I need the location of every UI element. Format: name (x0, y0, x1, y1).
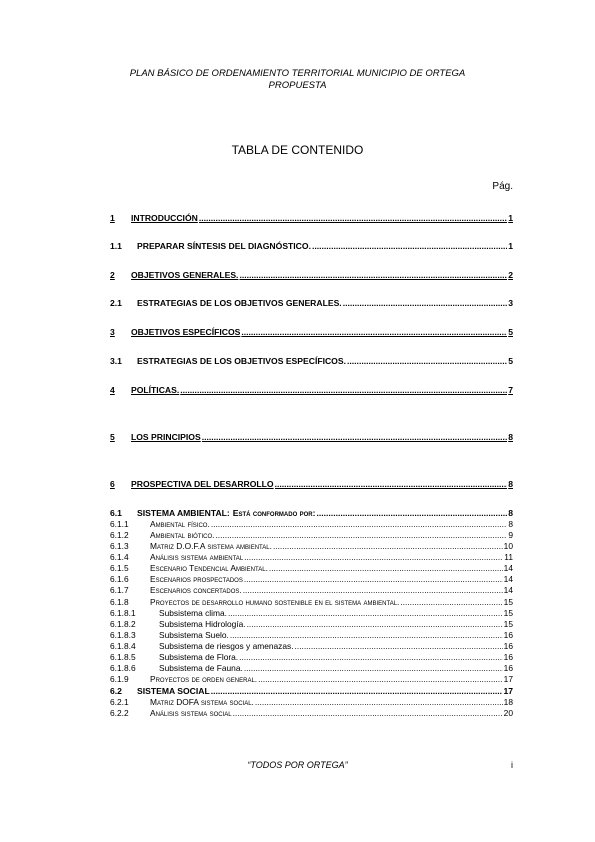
toc-entry-title: ESTRATEGIAS DE LOS OBJETIVOS GENERALES. (137, 298, 342, 308)
toc-entry-page: 16 (503, 663, 513, 673)
toc-entry[interactable] (110, 213, 513, 223)
toc-entry-title: SISTEMA SOCIAL (137, 686, 210, 696)
toc-entry-title: Ambiental físico. (150, 519, 210, 529)
toc-entry-number: 2.1 (110, 298, 122, 308)
toc-leader-dots (215, 530, 507, 540)
toc-entry-title: PREPARAR SÍNTESIS DEL DIAGNÓSTICO. (137, 241, 311, 251)
toc-entry-page: 11 (504, 552, 513, 562)
toc-entry-page: 3 (508, 298, 513, 308)
page-column-label: Pág. (492, 181, 513, 192)
page-title: TABLA DE CONTENIDO (231, 143, 364, 157)
toc-leader-dots (233, 708, 503, 718)
toc-entry-title: INTRODUCCIÓN (131, 213, 198, 223)
toc-entry[interactable] (110, 241, 513, 251)
toc-leader-dots (269, 563, 503, 573)
toc-entry-title: Subsistema clima. (159, 608, 227, 618)
toc-entry-page: 14 (503, 563, 513, 573)
toc-entry-page: 20 (503, 708, 513, 718)
toc-entry-page: 14 (503, 574, 513, 584)
toc-entry[interactable] (110, 479, 513, 489)
toc-entry-page: 14 (503, 585, 513, 595)
toc-entry[interactable] (110, 674, 513, 684)
toc-leader-dots (247, 619, 503, 629)
toc-leader-dots (295, 641, 503, 651)
toc-entry-number: 6.1.8.3 (110, 630, 136, 640)
toc-leader-dots (316, 508, 507, 518)
toc-leader-dots (244, 574, 503, 584)
toc-leader-dots (275, 479, 508, 489)
toc-leader-dots (228, 608, 503, 618)
toc-leader-dots (244, 663, 503, 673)
toc-entry-number: 3 (110, 327, 115, 337)
toc-entry[interactable] (110, 530, 513, 540)
toc-entry-number: 6.2.1 (110, 697, 129, 707)
toc-entry[interactable] (110, 508, 513, 518)
toc-entry[interactable] (110, 356, 513, 366)
toc-entry-page: 16 (503, 630, 513, 640)
toc-entry[interactable] (110, 708, 513, 718)
toc-entry-number: 6 (110, 479, 115, 489)
toc-entry-title: Subsistema de Flora. (159, 652, 239, 662)
toc-entry-page: 1 (508, 241, 513, 251)
toc-leader-dots (180, 385, 507, 395)
toc-entry-number: 6.1.8.1 (110, 608, 136, 618)
toc-entry-title: Ambiental biótico. (150, 530, 215, 540)
toc-entry[interactable] (110, 585, 513, 595)
page-header (0, 68, 595, 92)
header-line-1: PLAN BÁSICO DE ORDENAMIENTO TERRITORIAL MUNICIPIO DE ORTEGA (129, 68, 466, 79)
toc-leader-dots (312, 241, 507, 251)
toc-entry-number: 6.1.7 (110, 585, 129, 595)
toc-entry-page: 15 (503, 597, 513, 607)
toc-entry-number: 2 (110, 270, 115, 280)
toc-entry-title: Análisis sistema social (150, 708, 232, 718)
toc-leader-dots (243, 585, 503, 595)
toc-leader-dots (255, 697, 503, 707)
toc-entry-number: 6.1.2 (110, 530, 129, 540)
toc-leader-dots (241, 327, 507, 337)
toc-entry-page: 1 (508, 213, 513, 223)
toc-entry-number: 6.1.1 (110, 519, 129, 529)
toc-entry-number: 6.2 (110, 686, 122, 696)
toc-entry[interactable] (110, 574, 513, 584)
toc-entry-title: OBJETIVOS ESPECÍFICOS (131, 327, 241, 337)
toc-entry[interactable] (110, 686, 513, 696)
toc-entry-page: 18 (503, 697, 513, 707)
toc-entry[interactable] (110, 597, 513, 607)
toc-entry-number: 6.1.8.5 (110, 652, 136, 662)
toc-leader-dots (211, 686, 503, 696)
toc-entry-title: POLÍTICAS. (131, 385, 180, 395)
toc-entry-page: 8 (508, 508, 513, 518)
toc-entry[interactable] (110, 641, 513, 651)
toc-entry-title: OBJETIVOS GENERALES. (131, 270, 239, 280)
toc-entry[interactable] (110, 327, 513, 337)
toc-entry[interactable] (110, 298, 513, 308)
toc-entry-title: Escenarios concertados. (150, 585, 242, 595)
toc-leader-dots (258, 674, 503, 684)
toc-leader-dots (239, 652, 503, 662)
toc-entry[interactable] (110, 619, 513, 629)
toc-entry-title: Subsistema Hidrología. (159, 619, 246, 629)
toc-entry-page: 16 (503, 641, 513, 651)
toc-entry-number: 6.1.8 (110, 597, 129, 607)
toc-entry-page: 2 (508, 270, 513, 280)
toc-entry[interactable] (110, 608, 513, 618)
toc-entry-number: 6.1.3 (110, 541, 129, 551)
toc-entry-subtitle: Está conformado por: (232, 508, 316, 518)
toc-entry[interactable] (110, 432, 513, 442)
toc-entry-title: SISTEMA AMBIENTAL: (137, 508, 230, 518)
toc-entry-number: 4 (110, 385, 115, 395)
toc-entry-title: Proyectos de orden general. (150, 674, 258, 684)
toc-entry-page: 17 (503, 686, 513, 696)
toc-entry-number: 6.1.8.4 (110, 641, 136, 651)
toc-entry[interactable] (110, 630, 513, 640)
toc-entry-number: 1.1 (110, 241, 122, 251)
toc-entry-page: 9 (508, 530, 513, 540)
toc-entry-title: PROSPECTIVA DEL DESARROLLO (131, 479, 274, 489)
toc-entry[interactable] (110, 519, 513, 529)
toc-entry[interactable] (110, 563, 513, 573)
toc-entry-number: 6.2.2 (110, 708, 129, 718)
toc-entry-number: 6.1.5 (110, 563, 129, 573)
footer-motto: “TODOS POR ORTEGA” (247, 760, 348, 770)
toc-entry-title: Escenarios prospectados (150, 574, 243, 584)
toc-leader-dots (244, 552, 503, 562)
toc-entry-page: 10 (503, 541, 513, 551)
toc-leader-dots (347, 356, 507, 366)
header-line-2: PROPUESTA (268, 80, 327, 91)
toc-leader-dots (199, 213, 507, 223)
toc-entry[interactable] (110, 385, 513, 395)
toc-entry-page: 7 (508, 385, 513, 395)
toc-entry-title: Subsistema de riesgos y amenazas. (159, 641, 294, 651)
toc-entry-page: 16 (503, 652, 513, 662)
toc-leader-dots (343, 298, 508, 308)
toc-entry-page: 8 (508, 479, 513, 489)
toc-entry-page: 15 (503, 619, 513, 629)
toc-entry-title: LOS PRINCIPIOS (131, 432, 201, 442)
toc-leader-dots (239, 270, 507, 280)
toc-entry-number: 6.1.8.6 (110, 663, 136, 673)
toc-entry-title: Subsistema de Fauna. (159, 663, 243, 673)
toc-entry-page: 17 (503, 674, 513, 684)
toc-entry-page: 8 (508, 432, 513, 442)
toc-entry-title: Proyectos de desarrollo humano sostenible en el sistema ambiental. (150, 597, 400, 607)
toc-entry-page: 15 (503, 608, 513, 618)
toc-leader-dots (202, 432, 508, 442)
toc-entry-title: Matriz D.O.F.A sistema ambiental. (150, 541, 272, 551)
toc-entry-title: Análisis sistema ambiental (150, 552, 244, 562)
toc-entry-number: 6.1.4 (110, 552, 129, 562)
toc-entry-number: 6.1.8.2 (110, 619, 136, 629)
toc-entry[interactable] (110, 697, 513, 707)
toc-entry-number: 5 (110, 432, 115, 442)
toc-entry-number: 1 (110, 213, 115, 223)
toc-entry-number: 6.1 (110, 508, 122, 518)
toc-entry-title: Escenario Tendencial Ambiental. (150, 563, 268, 573)
toc-entry-page: 5 (508, 327, 513, 337)
toc-leader-dots (273, 541, 503, 551)
page-number: i (511, 760, 513, 770)
toc-entry-number: 6.1.9 (110, 674, 129, 684)
toc-entry[interactable] (110, 652, 513, 662)
toc-entry[interactable] (110, 552, 513, 562)
toc-leader-dots (211, 519, 508, 529)
toc-entry-number: 3.1 (110, 356, 122, 366)
toc-entry-number: 6.1.6 (110, 574, 129, 584)
toc-entry[interactable] (110, 663, 513, 673)
toc-entry-page: 5 (508, 356, 513, 366)
toc-entry-title: ESTRATEGIAS DE LOS OBJETIVOS ESPECÍFICOS. (137, 356, 346, 366)
toc-entry-title: Matriz DOFA sistema social. (150, 697, 254, 707)
toc-entry-page: 8 (508, 519, 513, 529)
toc-entry-title: Subsistema Suelo. (159, 630, 229, 640)
toc-entry[interactable] (110, 270, 513, 280)
toc-leader-dots (400, 597, 502, 607)
toc-entry[interactable] (110, 541, 513, 551)
toc-leader-dots (230, 630, 503, 640)
